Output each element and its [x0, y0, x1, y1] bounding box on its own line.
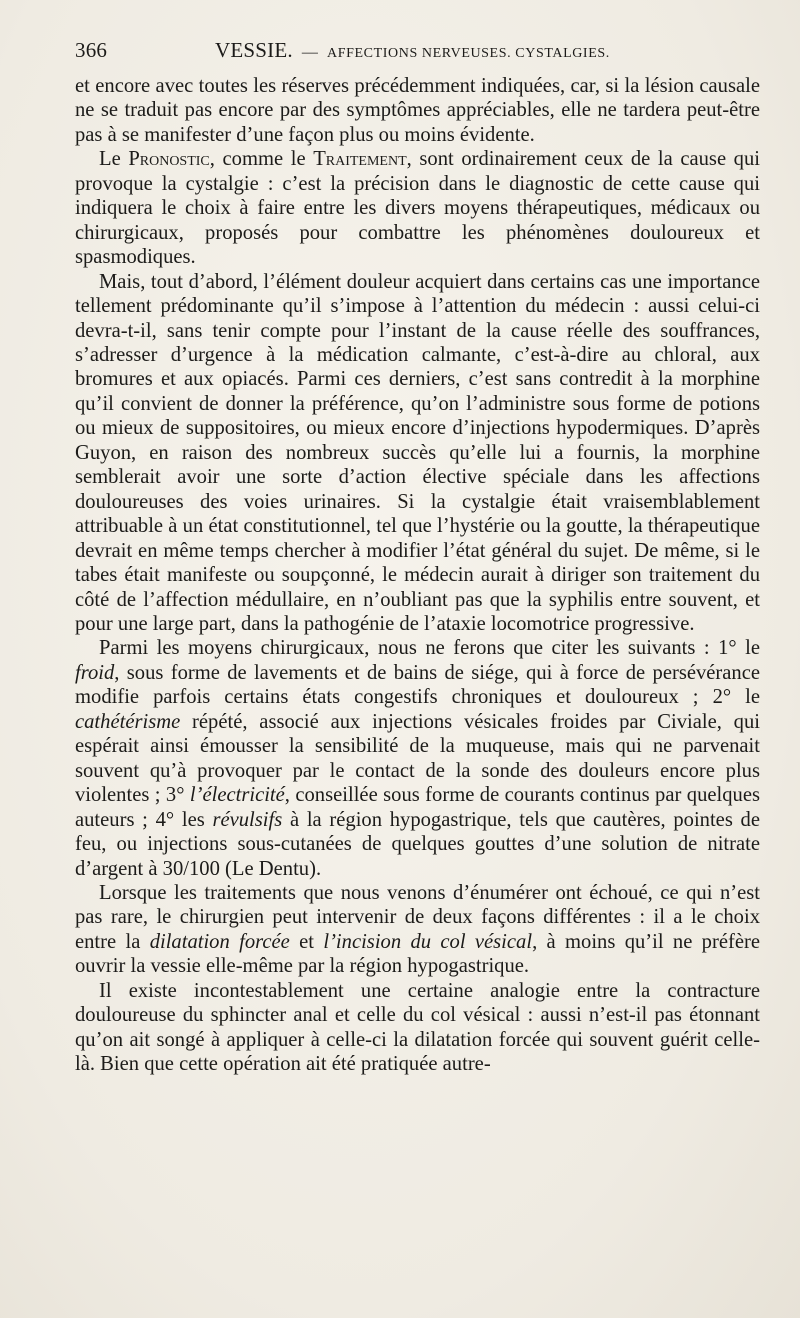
paragraph-text: , sous forme de lavements et de bains de siége, qui à force de persévérance modifie parfois certains états congestifs chroniques et douloureux ; 2° le	[75, 661, 760, 709]
running-head-separator: —	[301, 44, 319, 61]
paragraph-analogy	[75, 979, 760, 1077]
running-subtitle: AFFECTIONS NERVEUSES. CYSTALGIES.	[327, 46, 610, 61]
running-title: VESSIE.	[215, 38, 293, 62]
page-number: 366	[75, 38, 108, 62]
paragraph-surgical-means	[75, 636, 760, 881]
paragraph-text: , conseillée sous forme de courants continus par quelques auteurs ; 4° les	[75, 784, 760, 831]
paragraph-text: et encore avec toutes les réserves précédemment indiquées, car, si la lésion causale ne se traduit pas encore par des symptômes appréciables, elle ne tardera peut-être pas à se manifester d’une façon plus ou moins évidente.	[75, 75, 760, 146]
body-text	[75, 74, 760, 1077]
paragraph-text: , à moins qu’il ne préfère ouvrir la vessie elle-même par la région hypogastrique.	[75, 930, 760, 978]
paragraph-pain-treatment	[75, 270, 760, 637]
paragraph-text: répété, associé aux injections vésicales froides par Civiale, qui espérait ainsi émousser la sensibilité de la muqueuse, mais qui ne parvenait souvent qu’à provoquer par le contact de la sonde des douleurs encore plus violentes ; 3°	[75, 710, 760, 807]
paragraph-text: Lorsque les traitements que nous venons d’énumérer ont échoué, ce qui n’est pas rare, le chirurgien peut intervenir de deux façons différentes : il a le choix entre la	[75, 881, 760, 953]
paragraph-continuation	[75, 74, 760, 147]
italic-term: l’incision du col vésical	[323, 930, 533, 953]
italic-term: l’électricité	[189, 784, 285, 807]
paragraph-text: , sont ordinairement ceux de la cause qui provoque la cystalgie : c’est la précision dans le diagnostic de cette cause qui indiquera le choix à faire entre les divers moyens thérapeutiques, médicaux ou chirurgicaux, proposés pour combattre les phénomènes douloureux et spasmodiques.	[75, 148, 760, 269]
running-head	[75, 38, 760, 68]
paragraph-text: Parmi les moyens chirurgicaux, nous ne ferons que citer les suivants : 1° le	[99, 637, 760, 660]
paragraph-text: à la région hypogastrique, tels que cautères, pointes de feu, ou injections sous-cutanées de quelques gouttes d’une solution de nitrate d’argent à 30/100 (Le Dentu).	[75, 808, 760, 880]
italic-term: cathétérisme	[75, 710, 181, 733]
paragraph-text: , comme le	[209, 148, 314, 171]
paragraph-text: Il existe incontestablement une certaine analogie entre la contracture douloureuse du sphincter anal et celle du col vésical : aussi n’est-il pas étonnant qu’on ait songé à appliquer à celle-ci la dilatation forcée qui souvent guérit celle-là. Bien que cette opération ait été pratiquée autre-	[75, 979, 760, 1076]
paragraph-text: et	[289, 930, 324, 953]
paragraph-text: Mais, tout d’abord, l’élément douleur acquiert dans certains cas une importance tellement prédominante qu’il s’impose à l’attention du médecin : aussi celui-ci devra-t-il, sans tenir compte pour l’instant de la cause réelle des souffrances, s’adresser d’urgence à la médication calmante, c’est-à-dire au chloral, aux bromures et aux opiacés. Parmi ces derniers, c’est sans contredit à la morphine qu’il convient de donner la préférence, qu’on l’administre sous forme de potions ou mieux de suppositoires, ou mieux encore d’injections hypodermiques. D’après Guyon, en raison des nombreux succès qu’elle lui a fournis, la morphine semblerait avoir une sorte d’action élective spéciale dans les affections douloureuses des voies urinaires. Si la cystalgie était vraisemblablement attribuable à un état constitutionnel, tel que l’hystérie ou la goutte, la thérapeutique devrait en même temps chercher à modifier l’état général du sujet. De même, si le tabes était manifeste ou soupçonné, le médecin aurait à diriger son traitement du côté de l’affection médullaire, en n’oubliant pas que la syphilis entre souvent, et pour une large part, dans la pathogénie de l’ataxie locomotrice progressive.	[75, 270, 760, 635]
italic-term: dilatation forcée	[149, 930, 290, 953]
paragraph-text: Le	[99, 148, 129, 171]
italic-term: révulsifs	[212, 808, 283, 831]
paragraph-prognosis	[75, 147, 760, 269]
paragraph-surgeon-options	[75, 881, 760, 979]
small-caps-term: Pronostic	[128, 148, 210, 171]
italic-term: froid	[75, 661, 115, 684]
small-caps-term: Traitement	[313, 148, 407, 171]
